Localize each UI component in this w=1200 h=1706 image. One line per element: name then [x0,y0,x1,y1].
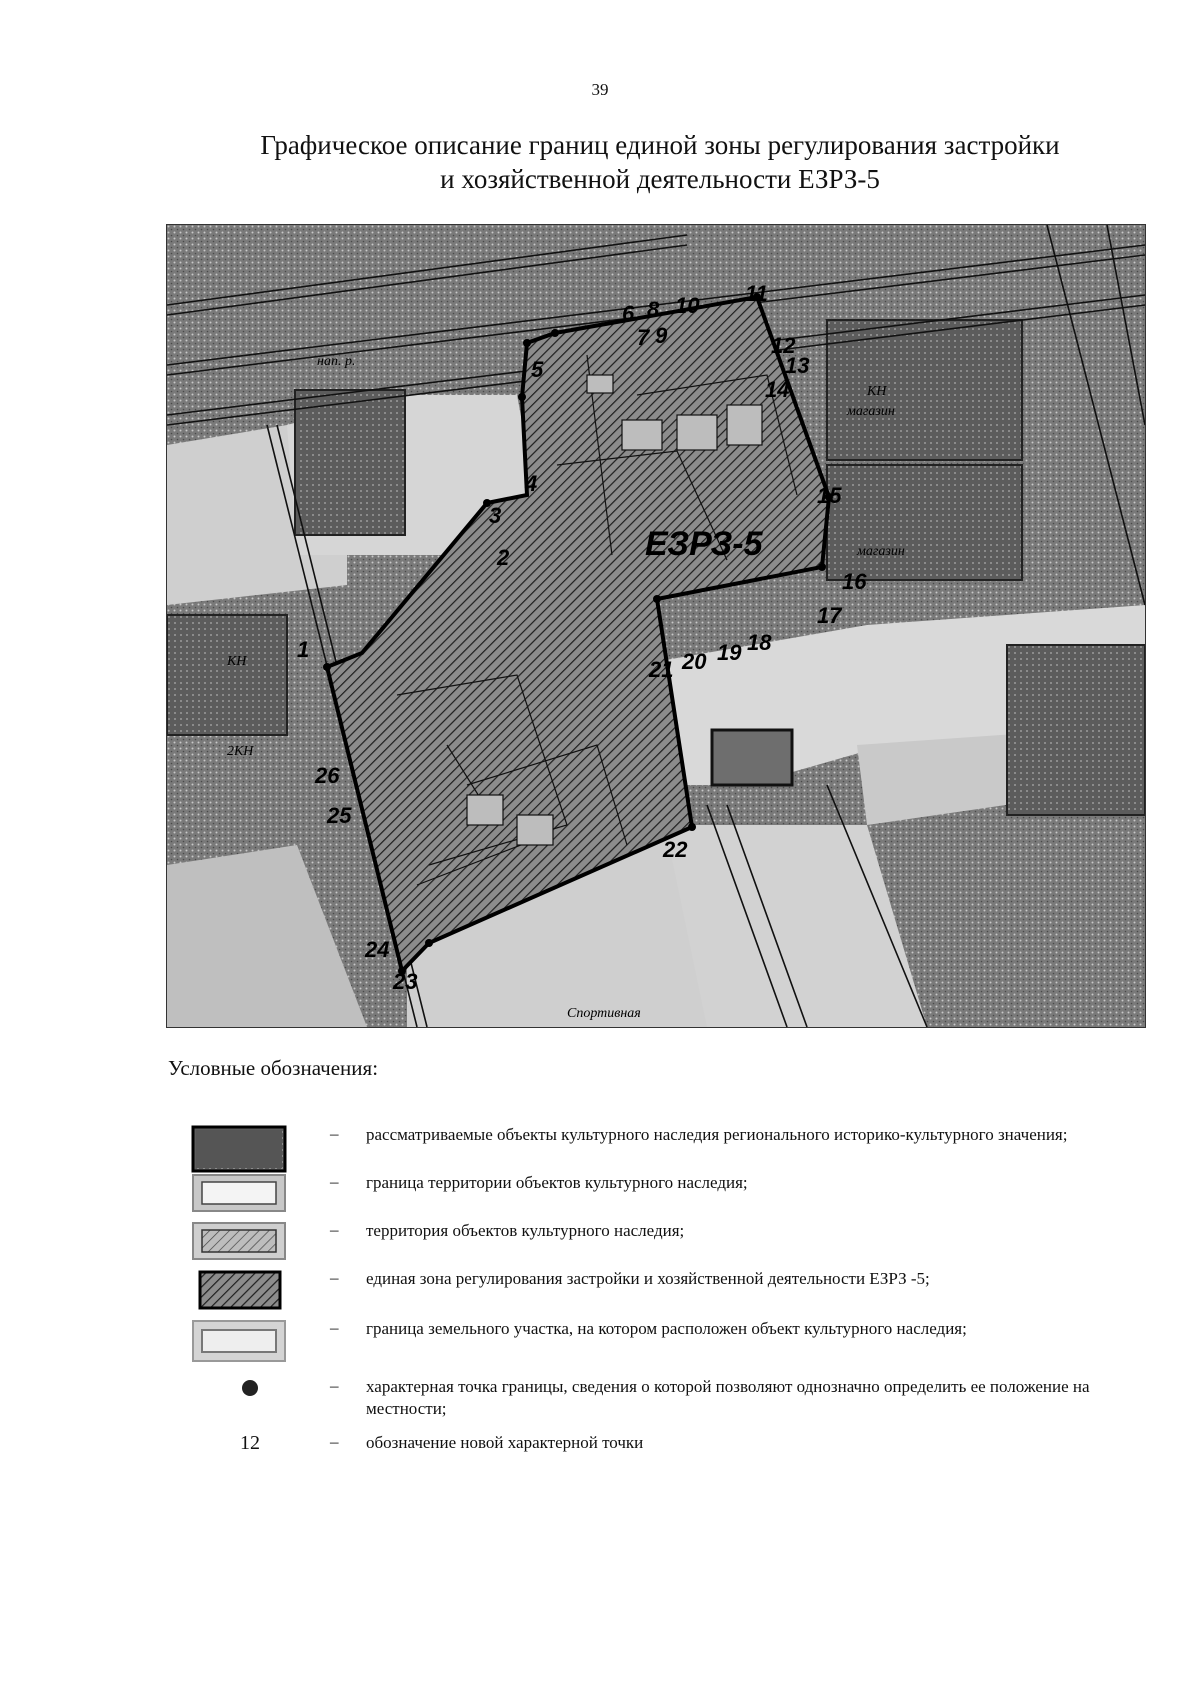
legend-dash: – [330,1172,339,1191]
point-label-21: 21 [649,657,674,682]
point-label-1: 1 [297,637,310,662]
page-title [210,128,1110,196]
legend-dash: – [330,1318,339,1337]
point-label-24: 24 [365,937,390,962]
light-bordered-box-icon [190,1172,290,1214]
point-label-5: 5 [531,357,544,382]
light-hatched-box-icon [190,1220,290,1262]
legend-dash: – [330,1268,339,1287]
legend-dash: – [330,1124,339,1143]
point-label-9: 9 [655,323,668,348]
label-2kh: 2КН [227,744,254,759]
label-kh-1: КН [867,384,887,399]
label-nap: нап. р. [317,354,356,369]
title-line-2: и хозяйственной деятельности ЕЗРЗ-5 [440,164,880,194]
legend-title: Условные обозначения: [168,1056,379,1080]
point-label-12: 12 [771,333,796,358]
zone-label: ЕЗРЗ-5 [645,525,763,563]
legend-text: рассматриваемые объекты культурного наследия регионального историко-культурного значения; [366,1125,1068,1144]
black-dot-icon [190,1376,290,1406]
point-label-3: 3 [489,503,502,528]
new-point-number: 12 [240,1432,260,1454]
point-label-23: 23 [393,969,418,994]
point-label-15: 15 [817,483,842,508]
legend-text: граница территории объектов культурного наследия; [366,1173,748,1192]
point-label-18: 18 [747,630,772,655]
point-label-7: 7 [637,325,650,350]
label-kh-2: КН [227,654,247,669]
legend-dash: – [330,1432,339,1451]
point-label-4: 4 [525,471,538,496]
legend-text: обозначение новой характерной точки [366,1433,644,1452]
point-label-13: 13 [785,353,810,378]
legend-dash: – [330,1220,339,1239]
point-label-20: 20 [682,649,707,674]
dark-hatched-box-icon [190,1268,290,1312]
point-label-22: 22 [663,837,688,862]
legend-text: граница земельного участка, на котором расположен объект культурного наследия; [366,1319,967,1338]
street-label-sportivnaya: Спортивная [567,1006,641,1021]
light-double-border-box-icon [190,1318,290,1364]
legend-text: единая зона регулирования застройки и хозяйственной деятельности ЕЗРЗ -5; [366,1269,930,1288]
label-magazin-2: магазин [857,544,905,559]
point-label-11: 11 [745,281,768,306]
point-label-26: 26 [315,763,340,788]
point-label-10: 10 [675,293,700,318]
point-label-16: 16 [842,569,867,594]
title-line-1: Графическое описание границ единой зоны регулирования застройки [260,130,1060,160]
legend-dash: – [330,1376,339,1395]
point-label-14: 14 [765,377,790,402]
page-number: 39 [591,80,609,99]
point-label-6: 6 [622,301,635,326]
point-label-17: 17 [817,603,842,628]
point-label-19: 19 [717,640,742,665]
point-label-8: 8 [647,297,660,322]
label-magazin-1: магазин [847,404,895,419]
dark-stippled-box-icon [190,1124,290,1174]
map-drawing [167,225,1145,1027]
cadastral-map [166,224,1146,1028]
legend-text: территория объектов культурного наследия; [366,1221,685,1240]
legend-text: характерная точка границы, сведения о которой позволяют однозначно определить ее положение на местности; [366,1377,1090,1418]
point-label-25: 25 [327,803,352,828]
point-label-2: 2 [497,545,510,570]
